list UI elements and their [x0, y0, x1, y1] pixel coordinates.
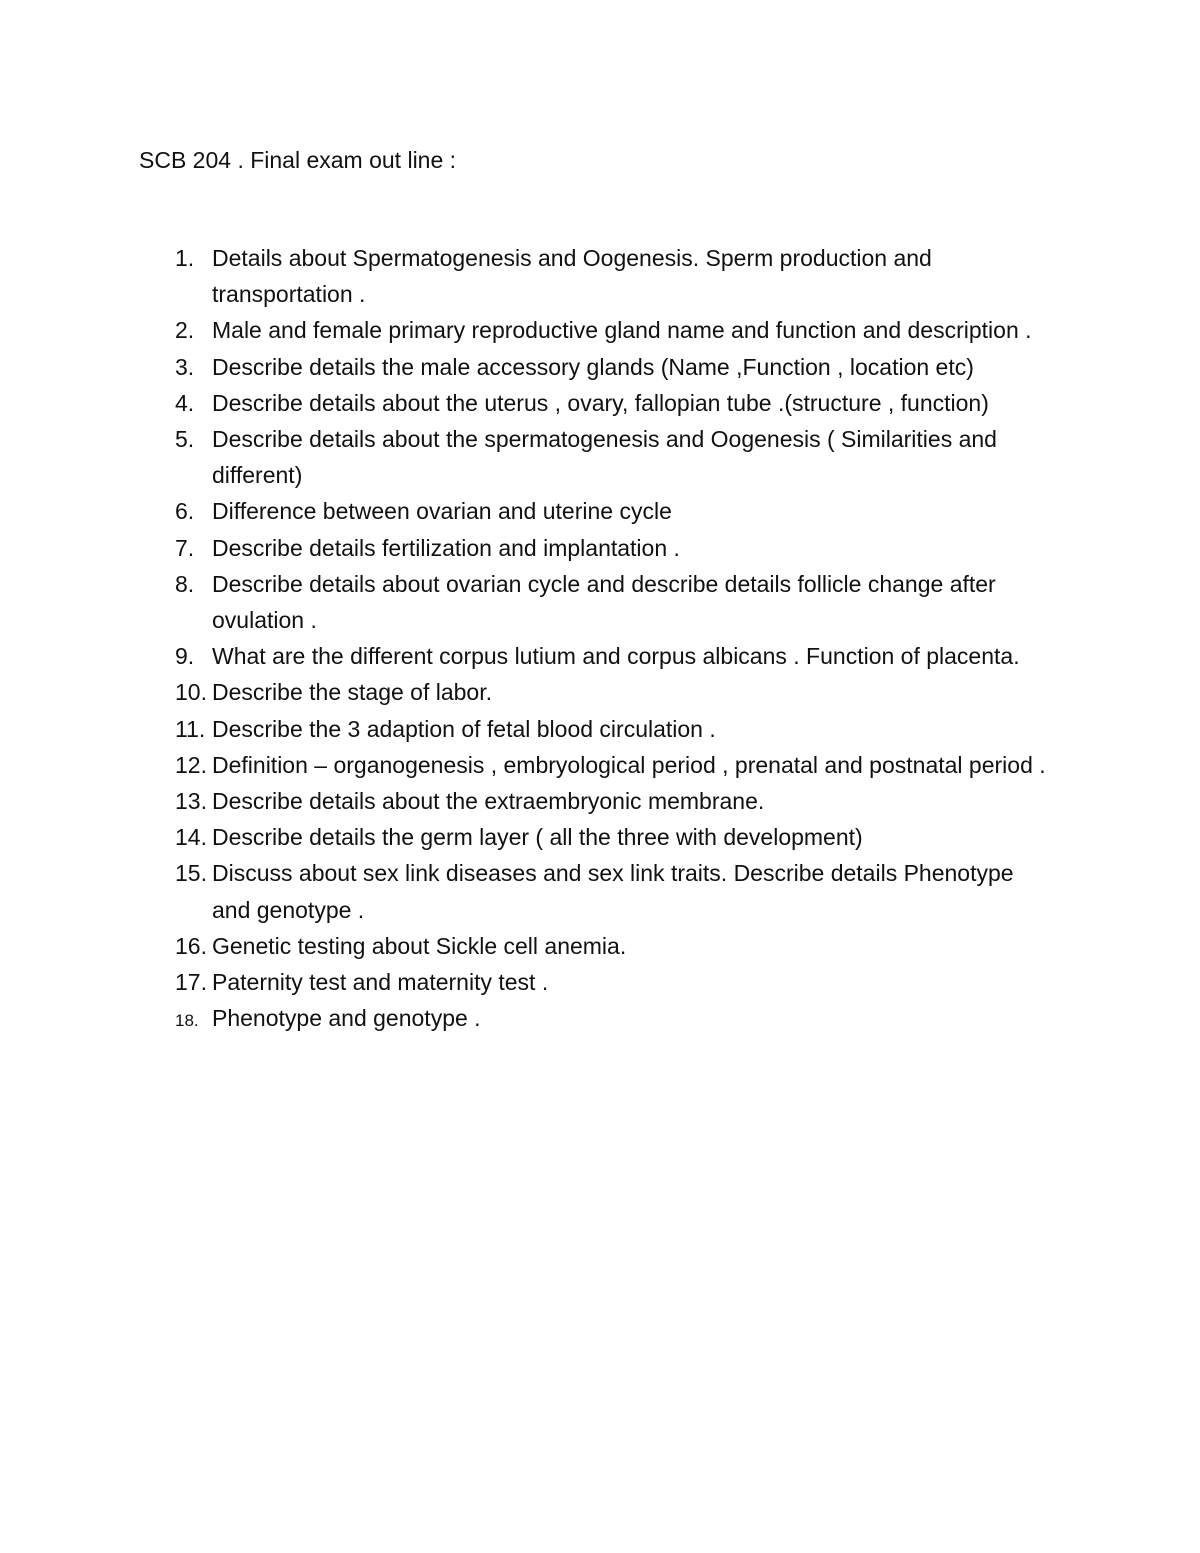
- item-text: Describe details the germ layer ( all the three with development): [212, 824, 863, 851]
- list-item: [0, 493, 1200, 529]
- item-text: Paternity test and maternity test .: [212, 969, 549, 996]
- item-number: 1.: [175, 245, 195, 271]
- item-number: 3.: [175, 353, 195, 380]
- item-number: 8.: [175, 570, 195, 597]
- list-item: [0, 928, 1200, 964]
- item-number: 9.: [175, 643, 195, 670]
- list-item: [0, 855, 1200, 927]
- item-number: 15.: [175, 860, 207, 887]
- item-number: 2.: [175, 317, 195, 344]
- item-number: 13.: [175, 788, 207, 815]
- item-text: Describe the stage of labor.: [212, 679, 492, 706]
- list-item: [0, 349, 1200, 385]
- list-item: [0, 421, 1200, 493]
- item-text: Describe details about the extraembryonic membrane.: [212, 788, 765, 815]
- item-number: 10.: [175, 679, 207, 706]
- item-number: 4.: [175, 389, 195, 416]
- item-text: What are the different corpus lutium and corpus albicans . Function of placenta.: [212, 643, 1020, 670]
- list-item: [0, 674, 1200, 710]
- item-text: Male and female primary reproductive gland name and function and description .: [212, 317, 1032, 344]
- list-item: [0, 530, 1200, 566]
- item-number: 7.: [175, 534, 195, 561]
- list-item: [0, 747, 1200, 783]
- list-item: [0, 566, 1200, 638]
- list-item: [0, 638, 1200, 674]
- item-number: 14.: [175, 824, 207, 851]
- item-text: Describe the 3 adaption of fetal blood circulation .: [212, 715, 716, 742]
- exam-outline-list: [0, 240, 1200, 1036]
- item-text: Discuss about sex link diseases and sex link traits. Describe details Phenotype and genotype .: [212, 860, 1014, 923]
- item-number: 11.: [175, 715, 206, 742]
- document-title: SCB 204 . Final exam out line :: [139, 147, 457, 173]
- item-text: Describe details about the spermatogenesis and Oogenesis ( Similarities and different): [212, 426, 997, 489]
- item-text: Describe details about the uterus , ovary, fallopian tube .(structure , function): [212, 389, 989, 416]
- item-text: Genetic testing about Sickle cell anemia.: [212, 932, 627, 959]
- list-item: [0, 385, 1200, 421]
- item-number: 18.: [175, 1011, 199, 1031]
- item-text: Describe details about ovarian cycle and describe details follicle change after ovulation .: [212, 570, 996, 634]
- item-text: Describe details fertilization and implantation .: [212, 534, 680, 561]
- item-number: 17.: [175, 969, 207, 996]
- list-item: [0, 819, 1200, 855]
- item-text: Difference between ovarian and uterine cycle: [212, 498, 672, 525]
- list-item: [0, 964, 1200, 1000]
- item-text: Phenotype and genotype .: [212, 1005, 481, 1032]
- item-number: 6.: [175, 498, 195, 525]
- list-item: [0, 711, 1200, 747]
- item-text: Describe details the male accessory glands (Name ,Function , location etc): [212, 353, 974, 380]
- list-item: [0, 312, 1200, 348]
- item-text: Details about Spermatogenesis and Oogenesis. Sperm production and transportation .: [212, 245, 932, 308]
- item-number: 16.: [175, 932, 207, 959]
- item-text: Definition – organogenesis , embryological period , prenatal and postnatal period .: [212, 751, 1046, 778]
- list-item: [0, 1000, 1200, 1036]
- item-number: 5.: [175, 426, 195, 453]
- item-number: 12.: [175, 751, 207, 778]
- list-item: [0, 240, 1200, 312]
- list-item: [0, 783, 1200, 819]
